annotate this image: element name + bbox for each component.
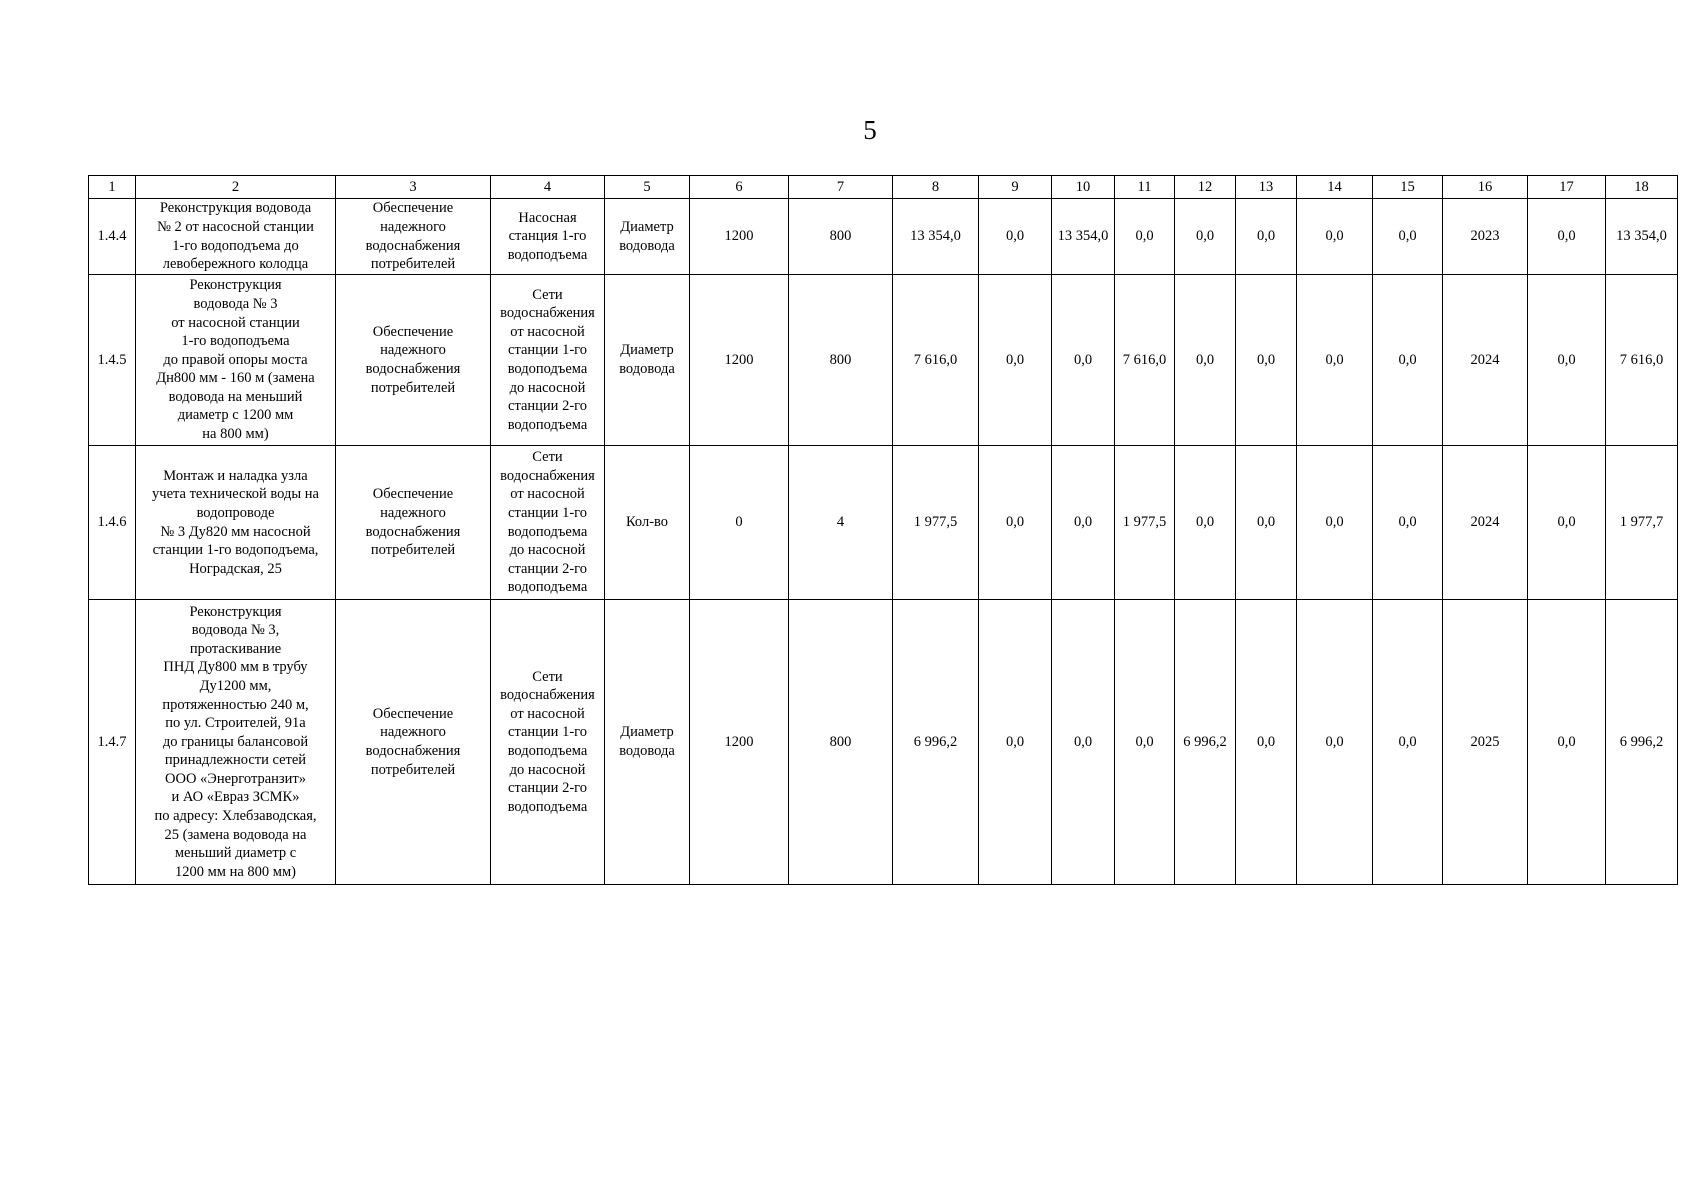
value-total: 7 616,0 bbox=[1606, 275, 1678, 446]
value-cell: 0,0 bbox=[1297, 275, 1373, 446]
value-total: 1 977,7 bbox=[1606, 446, 1678, 600]
value-cell: 0,0 bbox=[1052, 275, 1115, 446]
header-cell: 17 bbox=[1528, 176, 1606, 199]
value-cell: 13 354,0 bbox=[1052, 199, 1115, 275]
indicator-name: Диаметр водовода bbox=[605, 199, 690, 275]
header-cell: 18 bbox=[1606, 176, 1678, 199]
year-cell: 2024 bbox=[1443, 446, 1528, 600]
value-before: 1200 bbox=[690, 600, 789, 885]
value-cell: 0,0 bbox=[979, 446, 1052, 600]
indicator-name: Диаметр водовода bbox=[605, 275, 690, 446]
row-number: 1.4.6 bbox=[89, 446, 136, 600]
year-cell: 2025 bbox=[1443, 600, 1528, 885]
project-location: Сети водоснабжения от насосной станции 1-го водоподъема до насосной станции 2-го водоподъема bbox=[491, 600, 605, 885]
value-cell: 1 977,5 bbox=[1115, 446, 1175, 600]
header-cell: 1 bbox=[89, 176, 136, 199]
value-cell: 0,0 bbox=[1373, 600, 1443, 885]
project-location: Насосная станция 1-го водоподъема bbox=[491, 199, 605, 275]
header-cell: 10 bbox=[1052, 176, 1115, 199]
header-cell: 12 bbox=[1175, 176, 1236, 199]
value-cell: 0,0 bbox=[1528, 199, 1606, 275]
value-cell: 0,0 bbox=[1528, 275, 1606, 446]
value-cell: 0,0 bbox=[1052, 600, 1115, 885]
project-goal: Обеспечение надежного водоснабжения потребителей bbox=[336, 199, 491, 275]
cost-total: 13 354,0 bbox=[893, 199, 979, 275]
value-cell: 0,0 bbox=[1175, 275, 1236, 446]
cost-total: 1 977,5 bbox=[893, 446, 979, 600]
value-cell: 0,0 bbox=[1373, 199, 1443, 275]
value-total: 13 354,0 bbox=[1606, 199, 1678, 275]
value-cell: 6 996,2 bbox=[1175, 600, 1236, 885]
project-name: Реконструкция водовода № 3 от насосной станции 1-го водоподъема до правой опоры моста Дн800 мм - 160 м (замена водовода на меньший диаметр с 1200 мм на 800 мм) bbox=[136, 275, 336, 446]
header-cell: 6 bbox=[690, 176, 789, 199]
value-cell: 0,0 bbox=[1115, 600, 1175, 885]
header-cell: 11 bbox=[1115, 176, 1175, 199]
value-cell: 0,0 bbox=[1175, 446, 1236, 600]
cost-total: 7 616,0 bbox=[893, 275, 979, 446]
page-number: 5 bbox=[863, 115, 877, 145]
value-cell: 0,0 bbox=[1297, 600, 1373, 885]
value-before: 1200 bbox=[690, 275, 789, 446]
project-goal: Обеспечение надежного водоснабжения потребителей bbox=[336, 600, 491, 885]
value-cell: 7 616,0 bbox=[1115, 275, 1175, 446]
value-before: 0 bbox=[690, 446, 789, 600]
table-row bbox=[89, 275, 1678, 446]
project-location: Сети водоснабжения от насосной станции 1-го водоподъема до насосной станции 2-го водоподъема bbox=[491, 446, 605, 600]
value-after: 800 bbox=[789, 199, 893, 275]
project-goal: Обеспечение надежного водоснабжения потребителей bbox=[336, 275, 491, 446]
table-row bbox=[89, 446, 1678, 600]
value-after: 4 bbox=[789, 446, 893, 600]
header-cell: 2 bbox=[136, 176, 336, 199]
cost-total: 6 996,2 bbox=[893, 600, 979, 885]
header-cell: 3 bbox=[336, 176, 491, 199]
project-goal: Обеспечение надежного водоснабжения потребителей bbox=[336, 446, 491, 600]
year-cell: 2024 bbox=[1443, 275, 1528, 446]
value-total: 6 996,2 bbox=[1606, 600, 1678, 885]
value-cell: 0,0 bbox=[1236, 199, 1297, 275]
header-cell: 16 bbox=[1443, 176, 1528, 199]
value-cell: 0,0 bbox=[1373, 275, 1443, 446]
value-cell: 0,0 bbox=[979, 600, 1052, 885]
project-name: Реконструкция водовода № 3, протаскивание ПНД Ду800 мм в трубу Ду1200 мм, протяженностью 240 м, по ул. Строителей, 91а до границы балансовой принадлежности сетей ООО «Энерготранзит» и АО «Евраз ЗСМК» по адресу: Хлебзаводская, 25 (замена водовода на меньший диаметр с 1200 мм на 800 мм) bbox=[136, 600, 336, 885]
value-cell: 0,0 bbox=[1052, 446, 1115, 600]
value-cell: 0,0 bbox=[1297, 446, 1373, 600]
project-name: Реконструкция водовода № 2 от насосной станции 1-го водоподъема до левобережного колодца bbox=[136, 199, 336, 275]
table-row bbox=[89, 600, 1678, 885]
value-cell: 0,0 bbox=[979, 199, 1052, 275]
header-cell: 14 bbox=[1297, 176, 1373, 199]
header-cell: 15 bbox=[1373, 176, 1443, 199]
indicator-name: Кол-во bbox=[605, 446, 690, 600]
value-before: 1200 bbox=[690, 199, 789, 275]
value-cell: 0,0 bbox=[1297, 199, 1373, 275]
value-cell: 0,0 bbox=[1115, 199, 1175, 275]
header-cell: 4 bbox=[491, 176, 605, 199]
value-cell: 0,0 bbox=[1236, 600, 1297, 885]
value-cell: 0,0 bbox=[1236, 446, 1297, 600]
value-after: 800 bbox=[789, 600, 893, 885]
value-cell: 0,0 bbox=[979, 275, 1052, 446]
header-cell: 5 bbox=[605, 176, 690, 199]
header-cell: 7 bbox=[789, 176, 893, 199]
value-cell: 0,0 bbox=[1236, 275, 1297, 446]
value-after: 800 bbox=[789, 275, 893, 446]
project-location: Сети водоснабжения от насосной станции 1-го водоподъема до насосной станции 2-го водоподъема bbox=[491, 275, 605, 446]
project-name: Монтаж и наладка узла учета технической воды на водопроводе № 3 Ду820 мм насосной станции 1-го водоподъема, Ноградская, 25 bbox=[136, 446, 336, 600]
indicator-name: Диаметр водовода bbox=[605, 600, 690, 885]
value-cell: 0,0 bbox=[1528, 446, 1606, 600]
table-header-row bbox=[89, 176, 1678, 199]
year-cell: 2023 bbox=[1443, 199, 1528, 275]
value-cell: 0,0 bbox=[1373, 446, 1443, 600]
investment-table bbox=[88, 175, 1678, 885]
header-cell: 13 bbox=[1236, 176, 1297, 199]
row-number: 1.4.5 bbox=[89, 275, 136, 446]
header-cell: 8 bbox=[893, 176, 979, 199]
table-row bbox=[89, 199, 1678, 275]
header-cell: 9 bbox=[979, 176, 1052, 199]
value-cell: 0,0 bbox=[1175, 199, 1236, 275]
row-number: 1.4.4 bbox=[89, 199, 136, 275]
value-cell: 0,0 bbox=[1528, 600, 1606, 885]
row-number: 1.4.7 bbox=[89, 600, 136, 885]
